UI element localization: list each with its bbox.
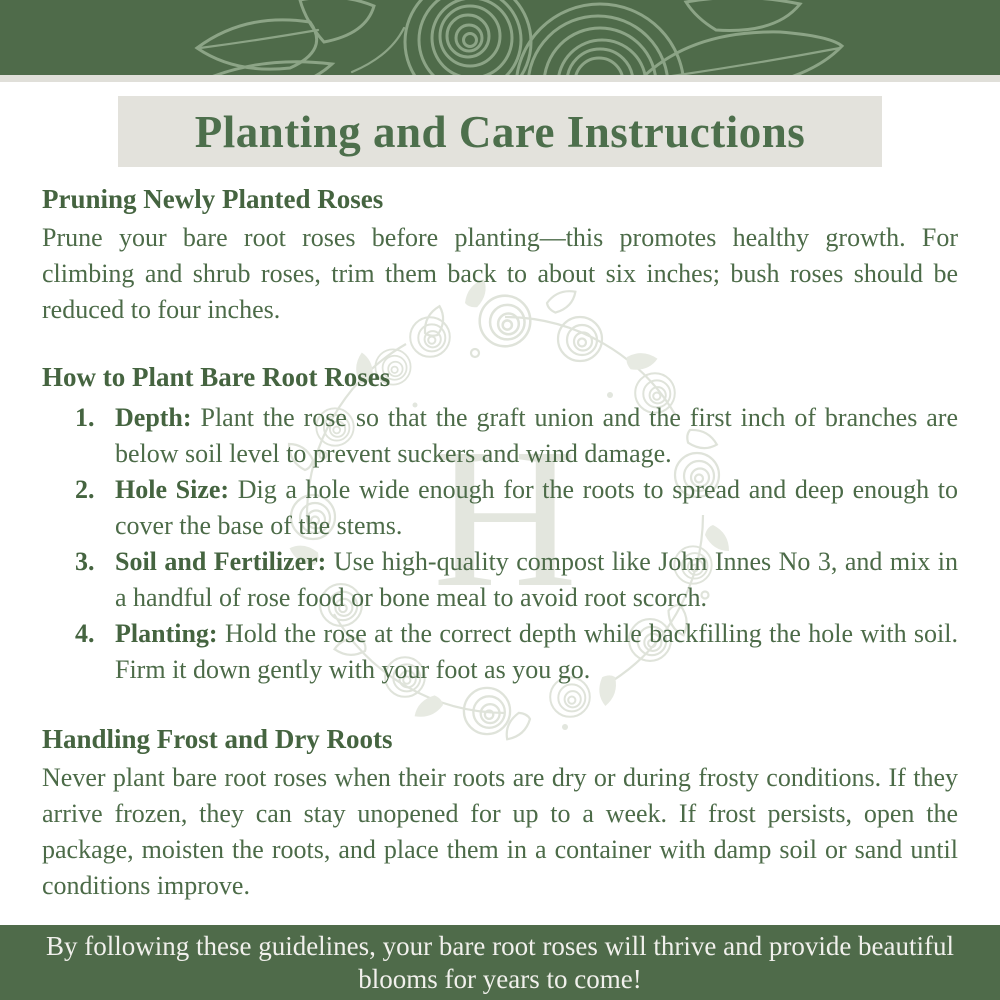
section-body-frost: Never plant bare root roses when their roots are dry or during frosty conditions. If they arrive frozen, they can stay unopened for up to a week. If frost persists, open the package, moisten the roots, and place them in a container with damp soil or sand until conditions improve. (42, 763, 958, 900)
step-text (115, 616, 958, 688)
step-description: Dig a hole wide enough for the roots to spread and deep enough to cover the base of the stems. (115, 475, 959, 540)
list-item-planting (75, 616, 958, 688)
list-item-soil-fertilizer (75, 544, 958, 616)
step-text (115, 472, 958, 544)
step-description: Plant the rose so that the graft union and the first inch of branches are below soil level to prevent suckers and wind damage. (115, 403, 958, 468)
watermark-letter: H (432, 408, 578, 629)
section-body-pruning: Prune your bare root roses before planting—this promotes healthy growth. For climbing and shrub roses, trim them back to about six inches; bush roses should be reduced to four inches. (42, 223, 958, 324)
step-label: Soil and Fertilizer: (115, 547, 327, 576)
section-heading-frost: Handling Frost and Dry Roots (42, 724, 393, 754)
list-item-depth (75, 400, 958, 472)
step-number: 2. (75, 475, 95, 504)
section-frost (42, 724, 958, 904)
step-text (115, 544, 958, 616)
step-label: Depth: (115, 403, 192, 432)
section-heading-pruning: Pruning Newly Planted Roses (42, 184, 384, 214)
step-label: Planting: (115, 619, 218, 648)
step-number: 3. (75, 547, 95, 576)
step-description: Hold the rose at the correct depth while backfilling the hole with soil. Firm it down gently with your foot as you go. (115, 619, 958, 684)
roses-line-art-illustration (0, 0, 1000, 75)
footer-band (0, 925, 1000, 1000)
section-heading-how-to-plant: How to Plant Bare Root Roses (42, 362, 391, 392)
step-number: 4. (75, 619, 95, 648)
page-title (118, 96, 882, 167)
section-pruning (42, 184, 958, 328)
step-text (115, 400, 958, 472)
list-item-hole-size (75, 472, 958, 544)
section-how-to-plant (42, 362, 958, 688)
step-number: 1. (75, 403, 95, 432)
divider-strip (0, 75, 1000, 82)
step-label: Hole Size: (115, 475, 230, 504)
planting-steps-list (42, 400, 958, 688)
step-description: Use high-quality compost like John Innes No 3, and mix in a handful of rose food or bone meal to avoid root scorch. (115, 547, 958, 612)
header-band (0, 0, 1000, 75)
footer-message: By following these guidelines, your bare root roses will thrive and provide beautiful blooms for years to come! (45, 930, 955, 994)
page-title-text: Planting and Care Instructions (194, 106, 806, 157)
content-area (0, 82, 1000, 925)
